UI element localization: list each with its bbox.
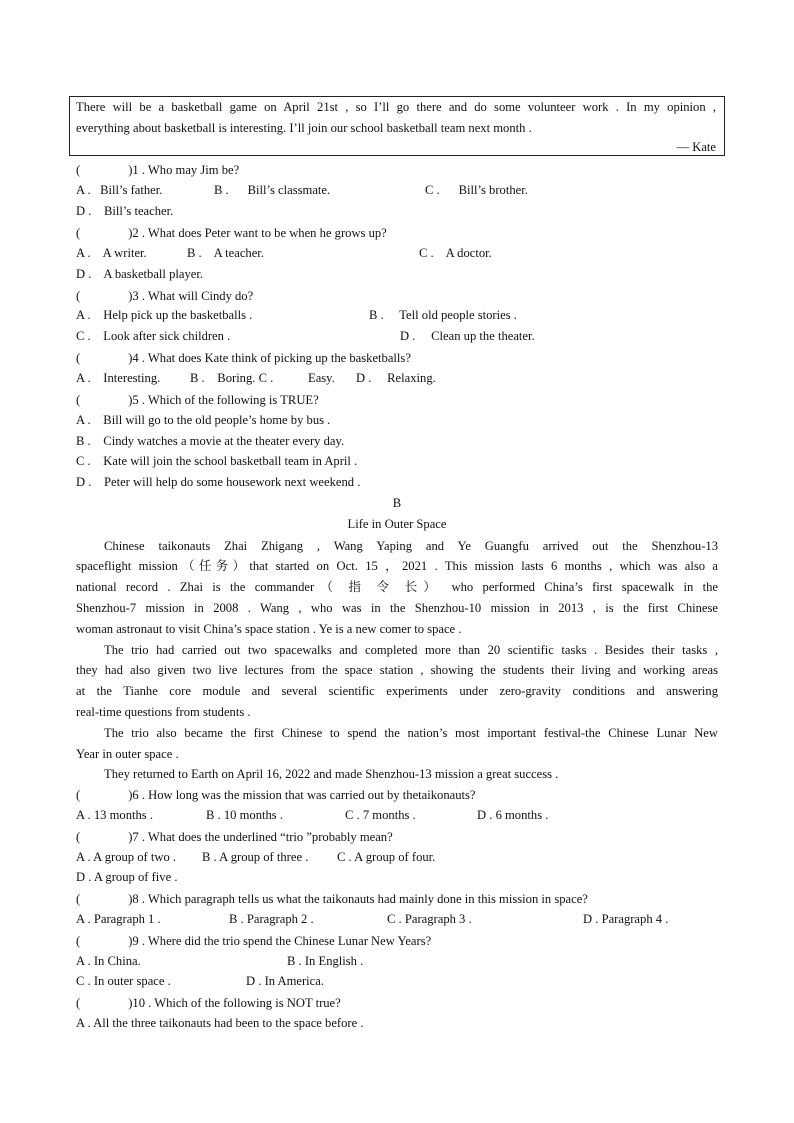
q6-option-d: D . 6 months . (477, 808, 549, 822)
q5-option-b: B . Cindy watches a movie at the theater every day. (76, 434, 345, 448)
q5-option-c: C . Kate will join the school basketball team in April . (76, 454, 358, 468)
q9-option-c: C . In outer space . (76, 974, 171, 988)
q6-option-a: A . 13 months . (76, 808, 153, 822)
q8-option-d: D . Paragraph 4 . (583, 912, 669, 926)
box-signature: — Kate (676, 140, 716, 154)
para3-line1: The trio also became the first Chinese to spend the nation’s most important festival-the Chinese Lunar New (104, 726, 718, 740)
para1-line4: Shenzhou-7 mission in 2008 . Wang , who was in the Shenzhou-10 mission in 2013 , is the first Chinese (76, 601, 718, 615)
q2-option-d: D . A basketball player. (76, 267, 203, 281)
para2-line1: The trio had carried out two spacewalks and completed more than 20 scientific tasks . Besides their tasks , (104, 643, 718, 657)
q7-option-c: C . A group of four. (337, 850, 436, 864)
para1-line1: Chinese taikonauts Zhai Zhigang , Wang Yaping and Ye Guangfu arrived out the Shenzhou-13 (104, 539, 718, 553)
q9-option-d: D . In America. (246, 974, 325, 988)
question-9: ( )9 . Where did the trio spend the Chinese Lunar New Years? (76, 934, 432, 948)
para4-line1: They returned to Earth on April 16, 2022 and made Shenzhou-13 mission a great success . (104, 767, 559, 781)
question-7: ( )7 . What does the underlined “trio ”probably mean? (76, 830, 393, 844)
q9-option-a: A . In China. (76, 954, 141, 968)
para1-line3: national record . Zhai is the commander（ 指 令 长） who performed China’s first spacewalk in the (76, 580, 718, 594)
section-b-letter: B (392, 496, 402, 510)
para3-line2: Year in outer space . (76, 747, 179, 761)
q7-option-a: A . A group of two . (76, 850, 177, 864)
question-6: ( )6 . How long was the mission that was carried out by thetaikonauts? (76, 788, 476, 802)
q8-option-b: B . Paragraph 2 . (229, 912, 314, 926)
para1-line5: woman astronaut to visit China’s space station . Ye is a new comer to space . (76, 622, 462, 636)
section-b-title: Life in Outer Space (347, 517, 447, 531)
question-8: ( )8 . Which paragraph tells us what the taikonauts had mainly done in this mission in space? (76, 892, 588, 906)
q2-option-b: B . A teacher. (187, 246, 264, 260)
question-10: ( )10 . Which of the following is NOT true? (76, 996, 341, 1010)
box-line-2: everything about basketball is interesting. I’ll join our school basketball team next month . (76, 121, 532, 135)
q1-option-d: D . Bill’s teacher. (76, 204, 174, 218)
para2-line2: they had also given two live lectures from the space station , showing the students their living and working areas (76, 663, 718, 677)
q1-option-b: B . Bill’s classmate. (214, 183, 331, 197)
q7-option-d: D . A group of five . (76, 870, 178, 884)
para1-line2: spaceflight mission（任务）that started on Oct. 15 ，2021 . This mission lasts 6 months , which was also a (76, 559, 718, 573)
q7-option-b: B . A group of three . (202, 850, 309, 864)
q5-option-d: D . Peter will help do some housework next weekend . (76, 475, 361, 489)
passage-a-box (69, 96, 725, 156)
q6-option-c: C . 7 months . (345, 808, 416, 822)
q4-option-d: D . Relaxing. (356, 371, 436, 385)
para2-line4: real-time questions from students . (76, 705, 251, 719)
question-3: ( )3 . What will Cindy do? (76, 289, 254, 303)
q1-option-c: C . Bill’s brother. (425, 183, 528, 197)
q6-option-b: B . 10 months . (206, 808, 283, 822)
q3-option-d: D . Clean up the theater. (400, 329, 535, 343)
q3-option-b: B . Tell old people stories . (369, 308, 517, 322)
question-4: ( )4 . What does Kate think of picking up the basketballs? (76, 351, 411, 365)
question-1: ( )1 . Who may Jim be? (76, 163, 240, 177)
q4-option-b: B . Boring. C . (190, 371, 274, 385)
question-5: ( )5 . Which of the following is TRUE? (76, 393, 319, 407)
q8-option-c: C . Paragraph 3 . (387, 912, 472, 926)
q2-option-c: C . A doctor. (419, 246, 492, 260)
question-2: ( )2 . What does Peter want to be when he grows up? (76, 226, 387, 240)
q3-option-a: A . Help pick up the basketballs . (76, 308, 253, 322)
box-line-1: There will be a basketball game on April 21st , so I’ll go there and do some volunteer work . In my opinion , (76, 100, 716, 114)
para2-line3: at the Tianhe core module and several scientific experiments under zero-gravity conditions and answering (76, 684, 718, 698)
q8-option-a: A . Paragraph 1 . (76, 912, 161, 926)
q10-option-a: A . All the three taikonauts had been to the space before . (76, 1016, 364, 1030)
q4-option-c: Easy. (308, 371, 335, 385)
q2-option-a: A . A writer. (76, 246, 147, 260)
q1-option-a: A . Bill’s father. (76, 183, 163, 197)
q9-option-b: B . In English . (287, 954, 364, 968)
q3-option-c: C . Look after sick children . (76, 329, 231, 343)
q5-option-a: A . Bill will go to the old people’s home by bus . (76, 413, 331, 427)
q4-option-a: A . Interesting. (76, 371, 161, 385)
